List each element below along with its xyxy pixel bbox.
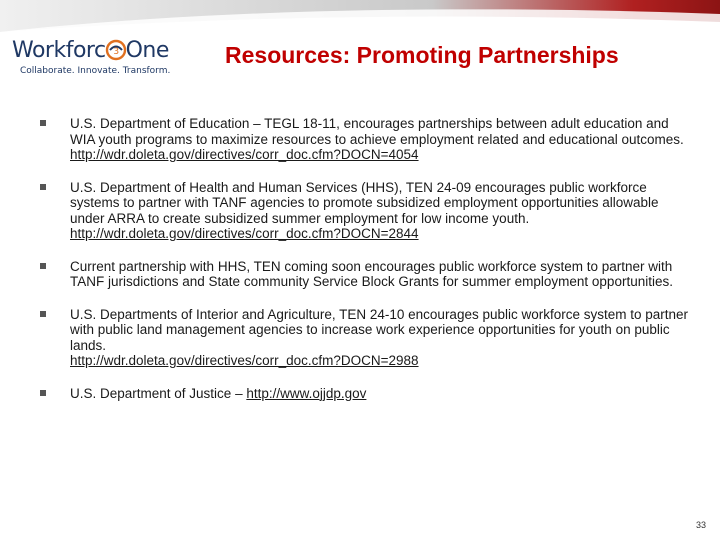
logo-tagline: Collaborate. Innovate. Transform. bbox=[20, 66, 171, 76]
page-number: 33 bbox=[695, 520, 706, 530]
page-title: Resources: Promoting Partnerships bbox=[225, 42, 619, 68]
list-item-justice bbox=[40, 386, 690, 402]
list-item-tanf bbox=[40, 259, 690, 290]
logo-text-end: One bbox=[125, 38, 169, 63]
education-link[interactable]: http://wdr.doleta.gov/directives/corr_doc.cfm?DOCN=4054 bbox=[70, 147, 419, 162]
logo-swirl-icon bbox=[105, 39, 127, 61]
header-swoosh bbox=[0, 0, 720, 32]
bullet-square-icon bbox=[40, 390, 46, 396]
bullet-text: U.S. Department of Education – TEGL 18-11, encourages partnerships between adult education and WIA youth programs to maximize resources to achieve employment related and educational outcomes. bbox=[70, 116, 684, 147]
bullet-text: U.S. Department of Health and Human Services (HHS), TEN 24-09 encourages public workforce systems to partner with TANF agencies to promote subsidized employment opportunities allowable under ARRA to create subsidized summer employment for low income youth. bbox=[70, 179, 659, 226]
hhs-link[interactable]: http://wdr.doleta.gov/directives/corr_doc.cfm?DOCN=2844 bbox=[70, 226, 419, 241]
workforce3one-logo[interactable] bbox=[12, 36, 202, 80]
bullet-square-icon bbox=[40, 120, 46, 126]
bullet-square-icon bbox=[40, 184, 46, 190]
list-item-interior bbox=[40, 307, 690, 369]
header-band bbox=[0, 0, 720, 32]
bullet-square-icon bbox=[40, 311, 46, 317]
bullet-square-icon bbox=[40, 263, 46, 269]
bullet-text: U.S. Departments of Interior and Agriculture, TEN 24-10 encourages public workforce system to partner with public land management agencies to increase work experience opportunities for youth on public lands. bbox=[70, 306, 689, 353]
logo-wordmark bbox=[12, 38, 169, 63]
bullet-text: Current partnership with HHS, TEN coming soon encourages public workforce system to partner with TANF jurisdictions and State community Service Block Grants for summer employment opportunities. bbox=[70, 258, 673, 289]
list-item-hhs bbox=[40, 180, 690, 242]
interior-link[interactable]: http://wdr.doleta.gov/directives/corr_doc.cfm?DOCN=2988 bbox=[70, 353, 419, 368]
logo-text-start: Workforc bbox=[12, 38, 106, 63]
resource-list bbox=[40, 116, 690, 418]
list-item-education bbox=[40, 116, 690, 163]
justice-link[interactable]: http://www.ojjdp.gov bbox=[246, 385, 367, 401]
bullet-text: U.S. Department of Justice – bbox=[70, 385, 247, 401]
svg-text:3: 3 bbox=[112, 47, 119, 57]
